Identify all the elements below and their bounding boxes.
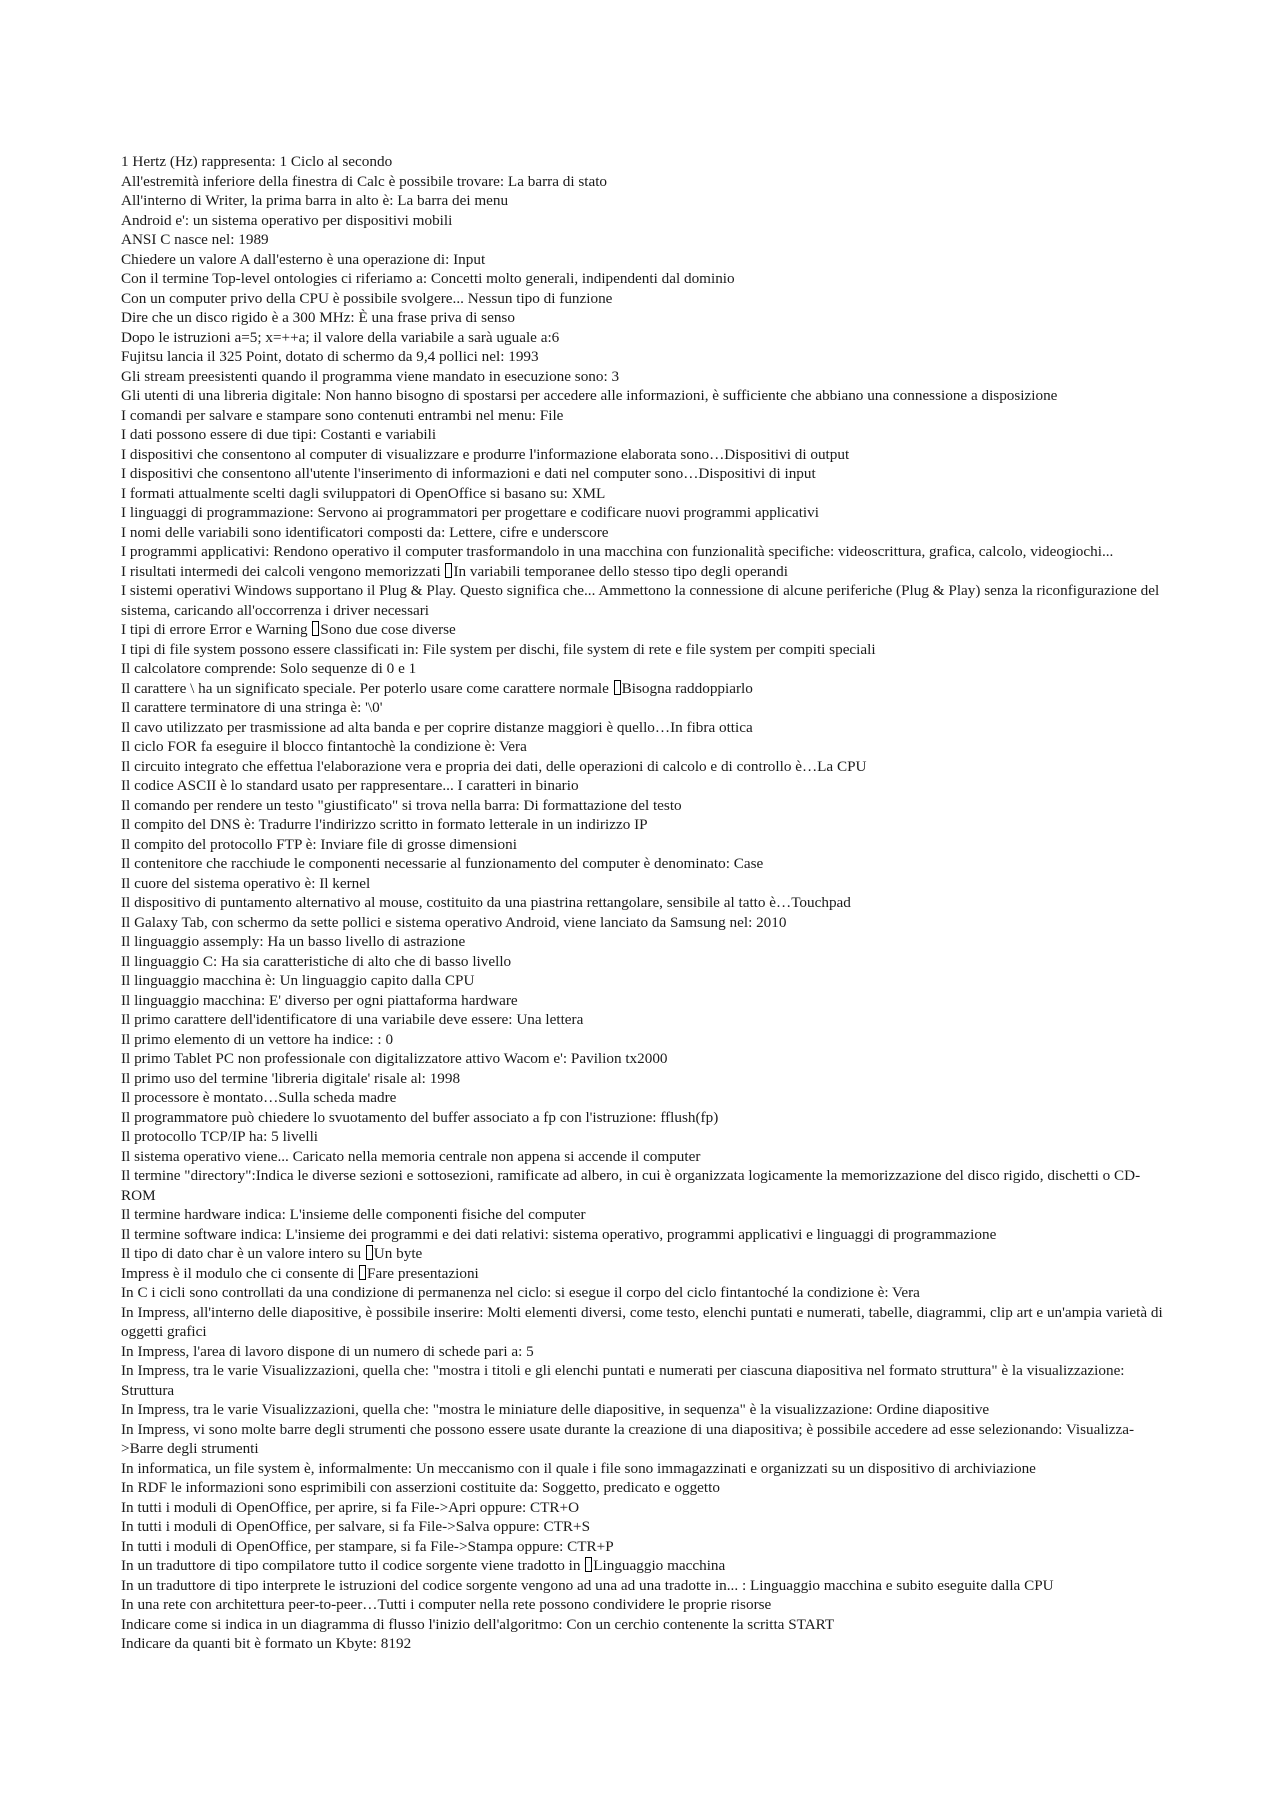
line-text: In una rete con architettura peer-to-peer…Tutti i computer nella rete possono condividere le proprie risorse (121, 1596, 772, 1613)
text-line (121, 893, 1171, 913)
line-text: I risultati intermedi dei calcoli vengono memorizzati (121, 562, 445, 580)
line-text: Il carattere \ ha un significato speciale. Per poterlo usare come carattere normale (121, 679, 613, 697)
text-line (121, 562, 1171, 582)
line-text: Il termine software indica: L'insieme dei programmi e dei dati relativi: sistema operativo, programmi applicativi e linguaggi di programmazione (121, 1225, 997, 1243)
text-line (121, 1556, 1171, 1576)
line-text: Gli stream preesistenti quando il programma viene mandato in esecuzione sono: 3 (121, 367, 620, 385)
text-line (121, 776, 1171, 796)
text-line (121, 191, 1171, 211)
line-text: Il cuore del sistema operativo è: Il kernel (121, 874, 371, 892)
text-line (121, 1030, 1171, 1050)
line-text: Il sistema operativo viene... Caricato nella memoria centrale non appena si accende il computer (121, 1147, 701, 1165)
line-text: Il cavo utilizzato per trasmissione ad alta banda e per coprire distanze maggiori è quello…In fibra ottica (121, 718, 753, 736)
line-text: Il linguaggio macchina è: Un linguaggio capito dalla CPU (121, 972, 475, 989)
text-line (121, 815, 1171, 835)
line-text: I sistemi operativi Windows supportano il Plug & Play. Questo significa che... Ammettono la connessione di alcune periferiche (Plug & Play) senza la riconfigurazione del sistema, caricando all'occorrenza i driver necessari (121, 582, 1160, 619)
text-line (121, 328, 1171, 348)
line-text: Il compito del DNS è: Tradurre l'indirizzo scritto in formato letterale in un indirizzo IP (121, 816, 648, 833)
text-line (121, 796, 1171, 816)
text-line (121, 425, 1171, 445)
missing-glyph-icon (312, 621, 319, 636)
line-text: I dati possono essere di due tipi: Costanti e variabili (121, 426, 437, 443)
text-line (121, 581, 1171, 620)
line-text: Il protocollo TCP/IP ha: 5 livelli (121, 1128, 319, 1145)
line-text: Il primo elemento di un vettore ha indice: : 0 (121, 1030, 394, 1048)
text-line (121, 1478, 1171, 1498)
line-text: Il circuito integrato che effettua l'elaborazione vera e propria dei dati, delle operazioni di calcolo e di controllo è…La CPU (121, 757, 867, 775)
line-text: Con il termine Top-level ontologies ci riferiamo a: Concetti molto generali, indipendenti dal dominio (121, 270, 735, 287)
text-line (121, 913, 1171, 933)
text-line (121, 367, 1171, 387)
line-text: In tutti i moduli di OpenOffice, per stampare, si fa File->Stampa oppure: CTR+P (121, 1537, 614, 1555)
text-line (121, 1576, 1171, 1596)
line-text: Il linguaggio assemply: Ha un basso livello di astrazione (121, 933, 466, 950)
text-line (121, 874, 1171, 894)
line-text: Con un computer privo della CPU è possibile svolgere... Nessun tipo di funzione (121, 289, 613, 307)
line-text: Il carattere terminatore di una stringa è: '\0' (121, 699, 383, 716)
line-text: Il dispositivo di puntamento alternativo al mouse, costituito da una piastrina rettangolare, sensibile al tatto è…Touchpad (121, 894, 851, 911)
text-line (121, 289, 1171, 309)
line-text: ANSI C nasce nel: 1989 (121, 231, 269, 248)
line-answer-text: Bisogna raddoppiarlo (621, 679, 753, 697)
text-line (121, 523, 1171, 543)
text-line (121, 406, 1171, 426)
text-line (121, 1420, 1171, 1459)
line-answer-text: Fare presentazioni (367, 1264, 479, 1282)
line-text: 1 Hertz (Hz) rappresenta: 1 Ciclo al secondo (121, 153, 393, 170)
line-text: I tipi di errore Error e Warning (121, 621, 312, 638)
text-line (121, 1225, 1171, 1245)
text-line (121, 1634, 1171, 1654)
text-line (121, 932, 1171, 952)
line-text: Dopo le istruzioni a=5; x=++a; il valore della variabile a sarà uguale a:6 (121, 328, 560, 346)
line-text: I tipi di file system possono essere classificati in: File system per dischi, file system di rete e file system per compiti speciali (121, 640, 876, 658)
text-line (121, 250, 1171, 270)
text-line (121, 1127, 1171, 1147)
line-text: All'estremità inferiore della finestra di Calc è possibile trovare: La barra di stato (121, 172, 608, 190)
text-line (121, 211, 1171, 231)
text-line (121, 1361, 1171, 1400)
text-line (121, 737, 1171, 757)
text-line (121, 1088, 1171, 1108)
line-text: In Impress, l'area di lavoro dispone di un numero di schede pari a: 5 (121, 1342, 534, 1360)
text-line (121, 172, 1171, 192)
text-line (121, 1283, 1171, 1303)
line-text: In Impress, all'interno delle diapositive, è possibile inserire: Molti elementi diversi, come testo, elenchi puntati e numerati, tabelle, diagrammi, clip art e un'ampia varietà di oggetti grafici (121, 1303, 1163, 1340)
line-text: Il termine hardware indica: L'insieme delle componenti fisiche del computer (121, 1206, 586, 1223)
line-text: In Impress, tra le varie Visualizzazioni, quella che: "mostra le miniature delle diapositive, in sequenza" è la visualizzazione: Ordine diapositive (121, 1401, 990, 1418)
line-text: In Impress, vi sono molte barre degli strumenti che possono essere usate durante la creazione di una diapositiva; è possibile accedere ad esse selezionando: Visualizza->Barre degli strumenti (121, 1420, 1135, 1457)
line-text: In informatica, un file system è, informalmente: Un meccanismo con il quale i file sono immagazzinati e organizzati su un dispositivo di archiviazione (121, 1459, 1036, 1477)
text-line (121, 659, 1171, 679)
missing-glyph-icon (366, 1245, 373, 1260)
line-text: In un traduttore di tipo compilatore tutto il codice sorgente viene tradotto in (121, 1557, 585, 1574)
text-line (121, 503, 1171, 523)
text-line (121, 1069, 1171, 1089)
line-text: I comandi per salvare e stampare sono contenuti entrambi nel menu: File (121, 406, 564, 424)
line-answer-text: In variabili temporanee dello stesso tipo degli operandi (453, 562, 788, 580)
text-line (121, 1303, 1171, 1342)
line-text: Il ciclo FOR fa eseguire il blocco fintantochè la condizione è: Vera (121, 738, 527, 755)
line-text: Android e': un sistema operativo per dispositivi mobili (121, 211, 453, 229)
line-text: I formati attualmente scelti dagli sviluppatori di OpenOffice si basano su: XML (121, 484, 606, 502)
line-text: Impress è il modulo che ci consente di (121, 1264, 359, 1282)
line-text: I linguaggi di programmazione: Servono ai programmatori per progettare e codificare nuovi programmi applicativi (121, 504, 819, 521)
text-line (121, 679, 1171, 699)
document-body (121, 152, 1171, 1654)
missing-glyph-icon (445, 563, 452, 578)
line-text: Il primo Tablet PC non professionale con digitalizzatore attivo Wacom e': Pavilion tx2000 (121, 1050, 668, 1067)
missing-glyph-icon (585, 1557, 592, 1572)
text-line (121, 1400, 1171, 1420)
line-text: Il linguaggio macchina: E' diverso per ogni piattaforma hardware (121, 991, 518, 1009)
line-text: In tutti i moduli di OpenOffice, per aprire, si fa File->Apri oppure: CTR+O (121, 1498, 580, 1516)
text-line (121, 1108, 1171, 1128)
line-text: Il primo carattere dell'identificatore di una variabile deve essere: Una lettera (121, 1011, 584, 1028)
line-answer-text: Linguaggio macchina (593, 1557, 726, 1574)
text-line (121, 835, 1171, 855)
line-text: Chiedere un valore A dall'esterno è una operazione di: Input (121, 250, 486, 268)
line-text: In C i cicli sono controllati da una condizione di permanenza nel ciclo: si esegue il corpo del ciclo fintantoché la condizione è: Vera (121, 1284, 920, 1301)
text-line (121, 269, 1171, 289)
text-line (121, 464, 1171, 484)
line-text: Il programmatore può chiedere lo svuotamento del buffer associato a fp con l'istruzione: fflush(fp) (121, 1108, 719, 1126)
line-answer-text: Un byte (373, 1245, 423, 1262)
text-line (121, 1010, 1171, 1030)
line-text: I nomi delle variabili sono identificatori composti da: Lettere, cifre e underscore (121, 523, 609, 541)
line-text: Il Galaxy Tab, con schermo da sette pollici e sistema operativo Android, viene lanciato da Samsung nel: 2010 (121, 913, 787, 931)
missing-glyph-icon (614, 680, 621, 695)
line-text: In RDF le informazioni sono esprimibili con asserzioni costituite da: Soggetto, predicato e oggetto (121, 1479, 720, 1496)
line-text: Il linguaggio C: Ha sia caratteristiche di alto che di basso livello (121, 952, 512, 970)
missing-glyph-icon (359, 1265, 366, 1280)
line-text: Il termine "directory":Indica le diverse sezioni e sottosezioni, ramificate ad albero, in cui è organizzata logicamente la memorizzazione del disco rigido, dischetti o CD-ROM (121, 1167, 1141, 1204)
text-line (121, 620, 1171, 640)
text-line (121, 1459, 1171, 1479)
line-text: Il tipo di dato char è un valore intero su (121, 1245, 365, 1262)
line-answer-text: Sono due cose diverse (320, 621, 456, 638)
text-line (121, 1205, 1171, 1225)
text-line (121, 308, 1171, 328)
text-line (121, 152, 1171, 172)
line-text: Indicare da quanti bit è formato un Kbyte: 8192 (121, 1635, 412, 1652)
line-text: Il contenitore che racchiude le componenti necessarie al funzionamento del computer è denominato: Case (121, 855, 764, 872)
line-text: I dispositivi che consentono all'utente l'inserimento di informazioni e dati nel computer sono…Dispositivi di input (121, 465, 816, 482)
text-line (121, 542, 1171, 562)
text-line (121, 1264, 1171, 1284)
text-line (121, 386, 1171, 406)
line-text: Indicare come si indica in un diagramma di flusso l'inizio dell'algoritmo: Con un cerchio contenente la scritta START (121, 1615, 835, 1633)
line-text: In un traduttore di tipo interprete le istruzioni del codice sorgente vengono ad una ad una tradotte in... : Linguaggio macchina e subito eseguite dalla CPU (121, 1576, 1054, 1594)
text-line (121, 445, 1171, 465)
text-line (121, 854, 1171, 874)
line-text: Gli utenti di una libreria digitale: Non hanno bisogno di spostarsi per accedere alle informazioni, è sufficiente che abbiano una connessione a disposizione (121, 387, 1058, 404)
text-line (121, 1615, 1171, 1635)
line-text: Il compito del protocollo FTP è: Inviare file di grosse dimensioni (121, 835, 517, 853)
text-line (121, 698, 1171, 718)
line-text: In tutti i moduli di OpenOffice, per salvare, si fa File->Salva oppure: CTR+S (121, 1518, 591, 1535)
text-line (121, 991, 1171, 1011)
text-line (121, 1595, 1171, 1615)
text-line (121, 640, 1171, 660)
line-text: Il processore è montato…Sulla scheda madre (121, 1089, 397, 1106)
line-text: Il comando per rendere un testo "giustificato" si trova nella barra: Di formattazione del testo (121, 796, 682, 814)
text-line (121, 1147, 1171, 1167)
line-text: I programmi applicativi: Rendono operativo il computer trasformandolo in una macchina con funzionalità specifiche: videoscrittura, grafica, calcolo, videogiochi... (121, 543, 1114, 560)
text-line (121, 1166, 1171, 1205)
text-line (121, 1498, 1171, 1518)
text-line (121, 1049, 1171, 1069)
line-text: All'interno di Writer, la prima barra in alto è: La barra dei menu (121, 192, 509, 209)
line-text: Dire che un disco rigido è a 300 MHz: È una frase priva di senso (121, 309, 515, 326)
line-text: Il codice ASCII è lo standard usato per rappresentare... I caratteri in binario (121, 777, 579, 794)
text-line (121, 1342, 1171, 1362)
text-line (121, 971, 1171, 991)
line-text: In Impress, tra le varie Visualizzazioni, quella che: "mostra i titoli e gli elenchi puntati e numerati per ciascuna diapositiva nel formato struttura" è la visualizzazione: Struttura (121, 1362, 1125, 1399)
text-line (121, 1517, 1171, 1537)
text-line (121, 484, 1171, 504)
text-line (121, 347, 1171, 367)
line-text: I dispositivi che consentono al computer di visualizzare e produrre l'informazione elaborata sono…Dispositivi di output (121, 445, 850, 463)
line-text: Il primo uso del termine 'libreria digitale' risale al: 1998 (121, 1069, 461, 1087)
text-line (121, 230, 1171, 250)
line-text: Il calcolatore comprende: Solo sequenze di 0 e 1 (121, 660, 417, 677)
text-line (121, 1244, 1171, 1264)
text-line (121, 1537, 1171, 1557)
text-line (121, 718, 1171, 738)
text-line (121, 952, 1171, 972)
line-text: Fujitsu lancia il 325 Point, dotato di schermo da 9,4 pollici nel: 1993 (121, 348, 539, 365)
text-line (121, 757, 1171, 777)
